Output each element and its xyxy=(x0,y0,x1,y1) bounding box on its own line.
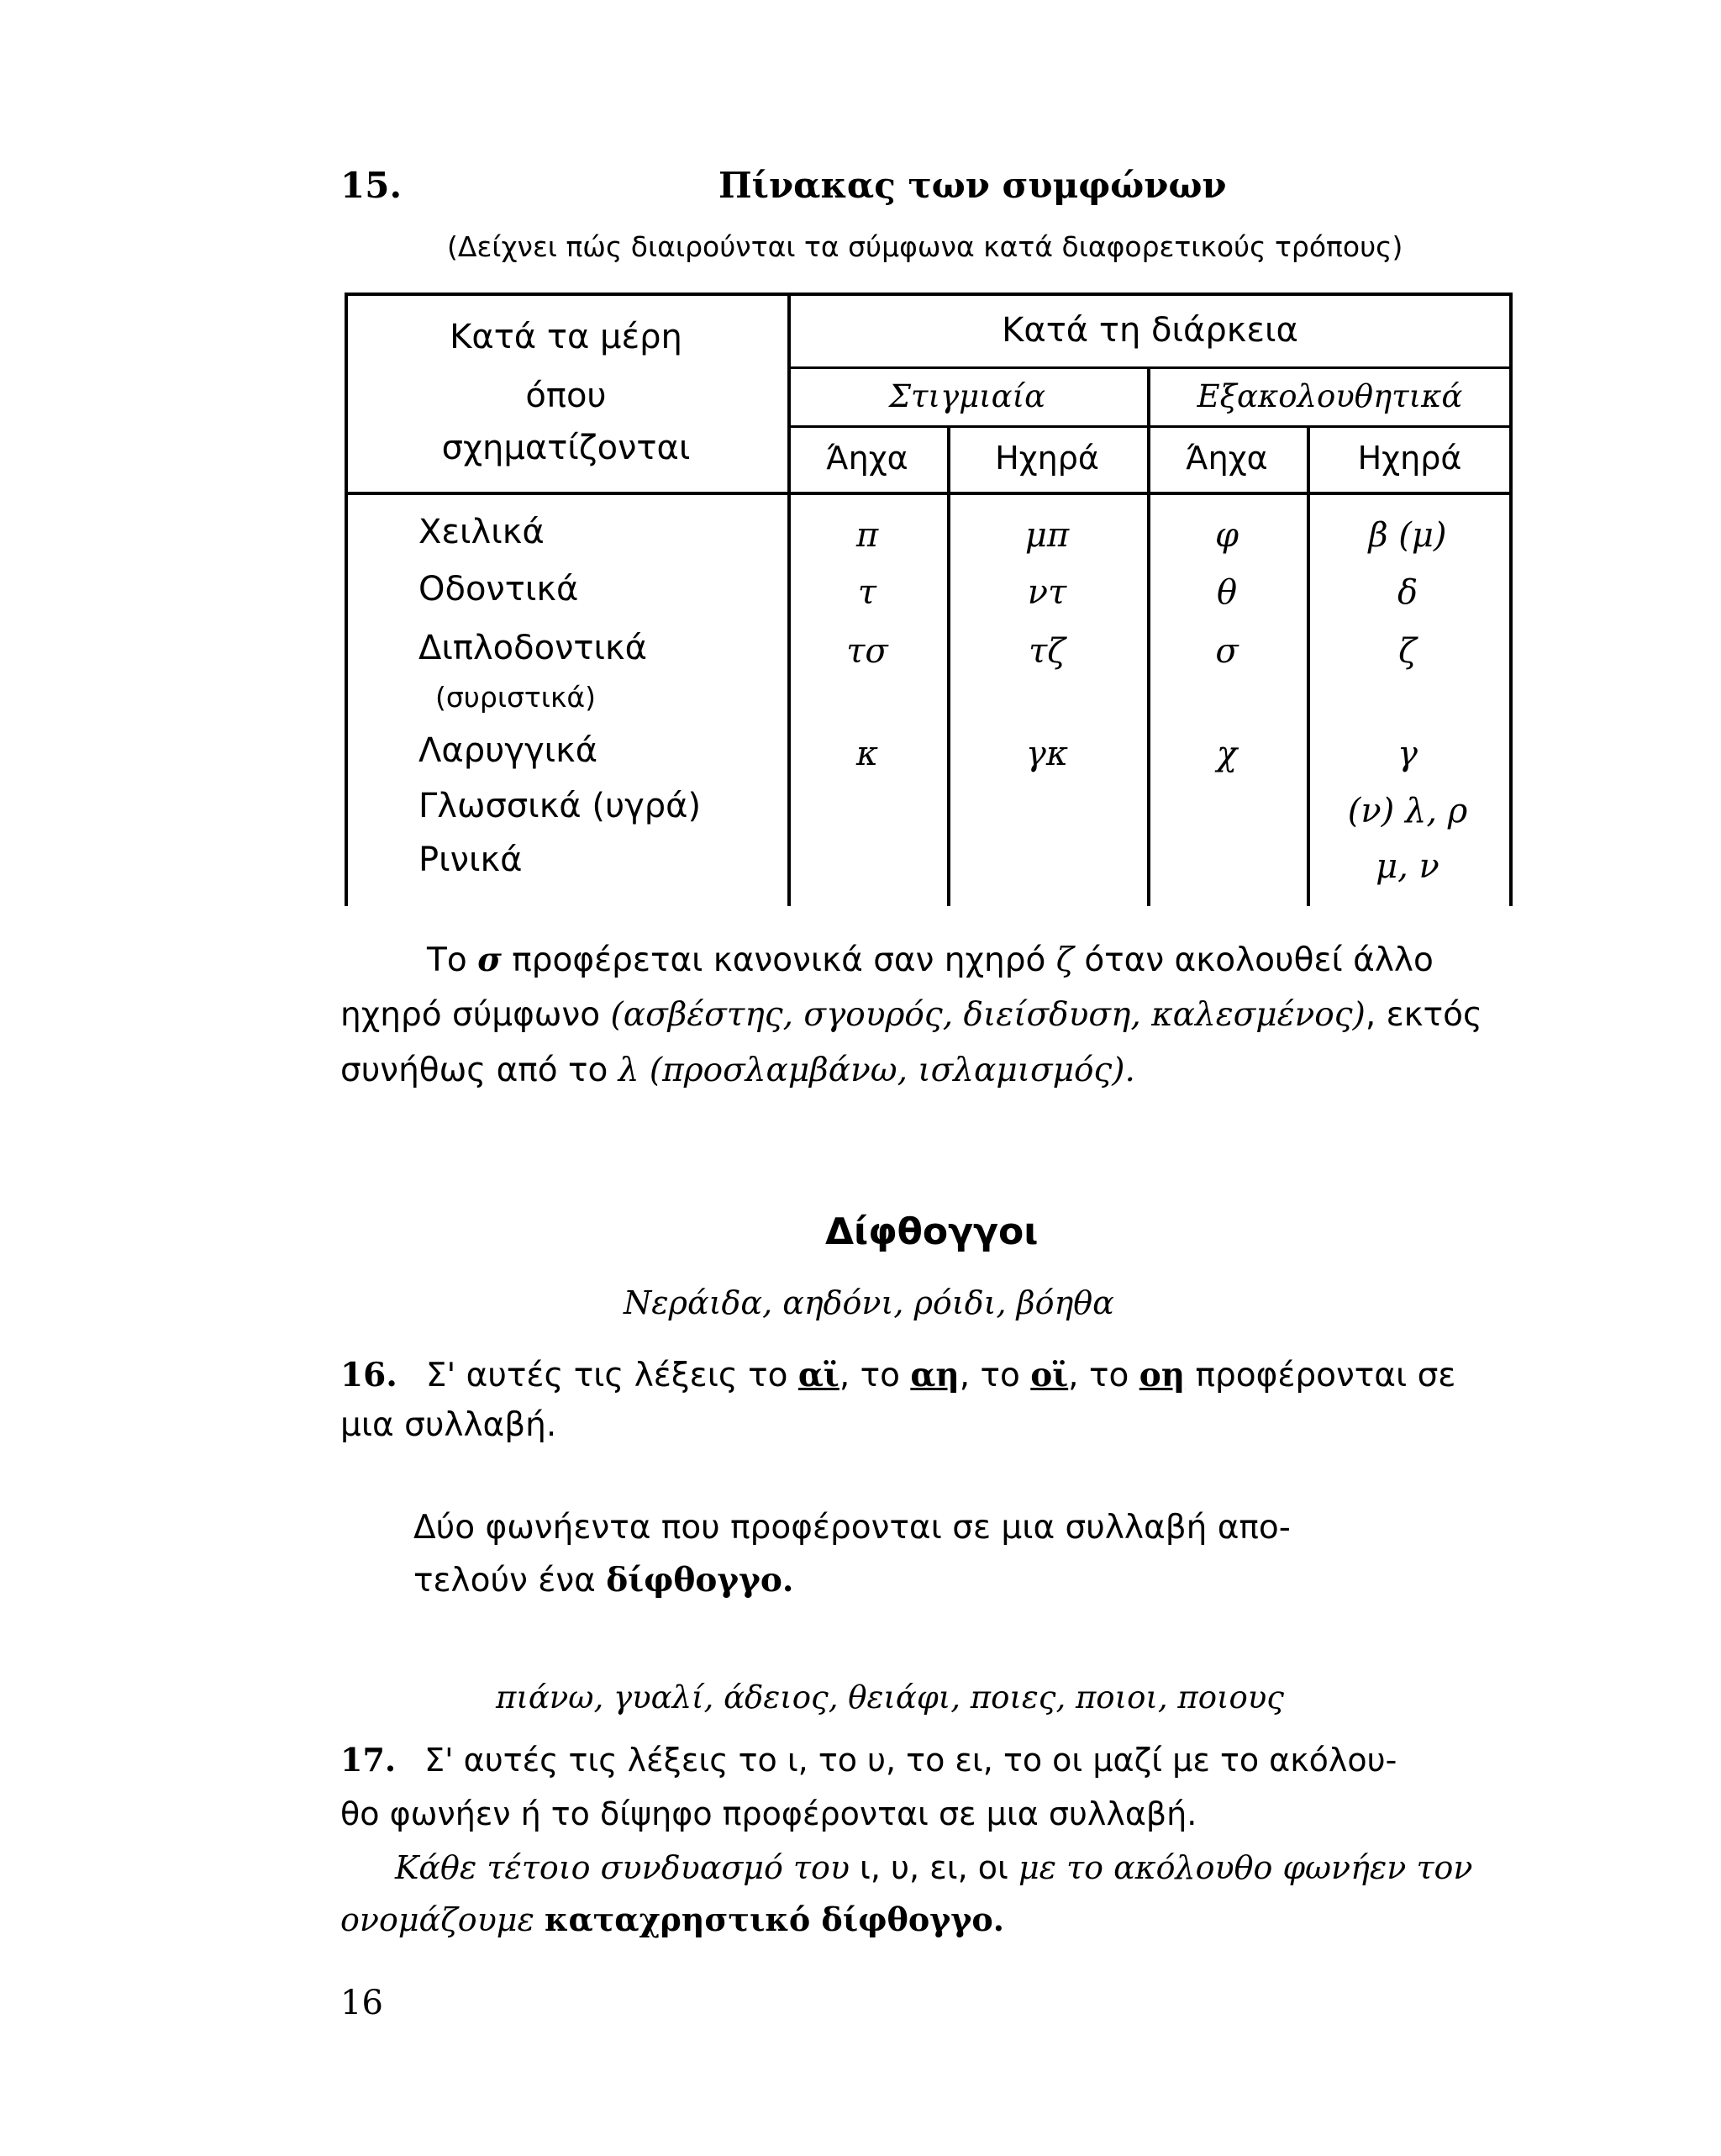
col-ichira-1: Ηχηρά xyxy=(995,440,1099,477)
note-space xyxy=(639,1052,650,1089)
row-label-odontika: Οδοντικά xyxy=(418,570,579,609)
section17-line-3 xyxy=(395,1842,1472,1893)
cell-cheilika-3: φ xyxy=(1214,516,1239,555)
section17-line-1 xyxy=(340,1735,1397,1785)
note-sigma-line-1 xyxy=(427,935,1434,986)
note-sigma-line-2 xyxy=(340,990,1482,1041)
table-top-border xyxy=(345,293,1513,296)
note-text: , εκτός xyxy=(1365,996,1482,1034)
s17-text: Σ' αυτές τις λέξεις το ι, το υ, το ει, το οι μαζί με το ακόλου- xyxy=(424,1742,1397,1779)
group-exakolouthitika: Εξακολουθητικά xyxy=(1197,378,1463,414)
section17-line-4 xyxy=(340,1895,1004,1945)
s17-italic: ονομάζουμε xyxy=(340,1901,545,1938)
note-letter-zeta: ζ xyxy=(1055,941,1074,979)
cell-odontika-4: δ xyxy=(1397,573,1418,612)
section-title: Πίνακας των συμφώνων xyxy=(718,165,1227,206)
section16-line-1 xyxy=(340,1350,1455,1401)
note-letter-sigma: σ xyxy=(477,941,502,979)
note-letter-lambda: λ xyxy=(618,1052,639,1089)
s17-italic: με το ακόλουθο φωνήεν τον xyxy=(1008,1849,1473,1886)
note-text: Το xyxy=(427,941,478,979)
row-label-cheilika: Χειλικά xyxy=(418,513,545,551)
table-header-divider xyxy=(345,492,1513,495)
section17-examples: πιάνω, γυαλί, άδειος, θειάφι, ποιες, ποιοι, ποιους xyxy=(496,1679,1284,1716)
cell-laryggika-2: γκ xyxy=(1025,735,1069,773)
page-number: 16 xyxy=(340,1984,383,2022)
diphthongs-heading: Δίφθογγοι xyxy=(825,1210,1039,1253)
section-number: 15. xyxy=(340,165,403,206)
cell-cheilika-1: π xyxy=(855,516,879,555)
col-achi-2: Άηχα xyxy=(1186,440,1268,477)
rule-text: τελούν ένα xyxy=(413,1562,607,1600)
diphthong-oi: οϊ xyxy=(1030,1356,1069,1394)
diphthongs-examples: Νεράιδα, αηδόνι, ρόιδι, βόηθα xyxy=(624,1284,1114,1321)
cell-laryggika-1: κ xyxy=(855,735,879,773)
section17-number: 17. xyxy=(340,1741,397,1779)
section16-number: 16. xyxy=(340,1356,397,1394)
cell-odontika-2: ντ xyxy=(1027,573,1067,612)
note-text: ηχηρό σύμφωνο xyxy=(340,996,611,1034)
s16-text: , το xyxy=(1068,1357,1139,1394)
s16-text: , το xyxy=(839,1357,911,1394)
section17-line-2: θο φωνήεν ή το δίψηφο προφέρονται σε μια συλλαβή. xyxy=(340,1795,1197,1832)
note-text: προφέρεται κανονικά σαν ηχηρό xyxy=(501,941,1056,979)
group-stigmiaia: Στιγμιαία xyxy=(888,378,1046,414)
row-label-syristika: (συριστικά) xyxy=(435,681,597,714)
row-label-rinika: Ρινικά xyxy=(418,841,523,879)
diphthong-ai-eta: αη xyxy=(910,1356,960,1394)
duration-header: Κατά τη διάρκεια xyxy=(1002,311,1298,350)
cell-diplodontika-3: σ xyxy=(1215,632,1239,671)
cell-diplodontika-4: ζ xyxy=(1398,632,1417,671)
s17-term: καταχρηστικό δίφθογγο. xyxy=(544,1900,1004,1938)
cell-cheilika-4: β (μ) xyxy=(1368,516,1447,555)
diphthong-oi-eta: οη xyxy=(1139,1356,1186,1394)
row-label-diplodontika: Διπλοδοντικά xyxy=(418,629,647,667)
s16-text: Σ' αυτές τις λέξεις το xyxy=(425,1357,798,1394)
diphthong-ai: αϊ xyxy=(797,1356,839,1394)
cell-glossika-4: (ν) λ, ρ xyxy=(1347,792,1468,830)
note-text: συνήθως από το xyxy=(340,1052,618,1089)
row-header-line-2: όπου xyxy=(525,377,607,415)
s16-text: , το xyxy=(959,1357,1031,1394)
cell-laryggika-4: γ xyxy=(1397,735,1418,773)
row-header-line-3: σχηματίζονται xyxy=(441,429,691,467)
cell-rinika-4: μ, ν xyxy=(1376,847,1439,886)
row-label-laryggika: Λαρυγγικά xyxy=(418,731,598,770)
consonant-table xyxy=(345,293,1513,906)
note-examples-2: (προσλαμβάνω, ισλαμισμός). xyxy=(649,1052,1135,1089)
s16-text: προφέρονται σε xyxy=(1185,1357,1456,1394)
cell-diplodontika-2: τζ xyxy=(1029,632,1066,671)
cell-diplodontika-1: τσ xyxy=(846,632,888,671)
s17-italic: Κάθε τέτοιο συνδυασμό του xyxy=(395,1849,860,1886)
diphthong-rule-line-2 xyxy=(413,1555,794,1606)
cell-odontika-1: τ xyxy=(857,573,877,612)
col-ichira-2: Ηχηρά xyxy=(1357,440,1462,477)
col-achi-1: Άηχα xyxy=(826,440,908,477)
note-sigma-line-3 xyxy=(340,1046,1135,1096)
section16-line-2: μια συλλαβή. xyxy=(340,1406,557,1444)
cell-odontika-3: θ xyxy=(1216,573,1238,612)
s17-vowels: ι, υ, ει, οι xyxy=(860,1849,1008,1886)
cell-cheilika-2: μπ xyxy=(1024,516,1070,555)
note-examples: (ασβέστης, σγουρός, διείσδυση, καλεσμένος) xyxy=(610,996,1366,1034)
section-subtitle: (Δείχνει πώς διαιρούνται τα σύμφωνα κατά διαφορετικούς τρόπους) xyxy=(447,230,1403,263)
rule-term: δίφθογγο. xyxy=(606,1561,794,1600)
diphthong-rule-line-1: Δύο φωνήεντα που προφέρονται σε μια συλλαβή απο- xyxy=(413,1509,1291,1547)
row-label-glossika: Γλωσσικά (υγρά) xyxy=(418,787,702,825)
note-text: όταν ακολουθεί άλλο xyxy=(1073,941,1434,979)
row-header-line-1: Κατά τα μέρη xyxy=(450,318,682,356)
cell-laryggika-3: χ xyxy=(1216,735,1238,773)
